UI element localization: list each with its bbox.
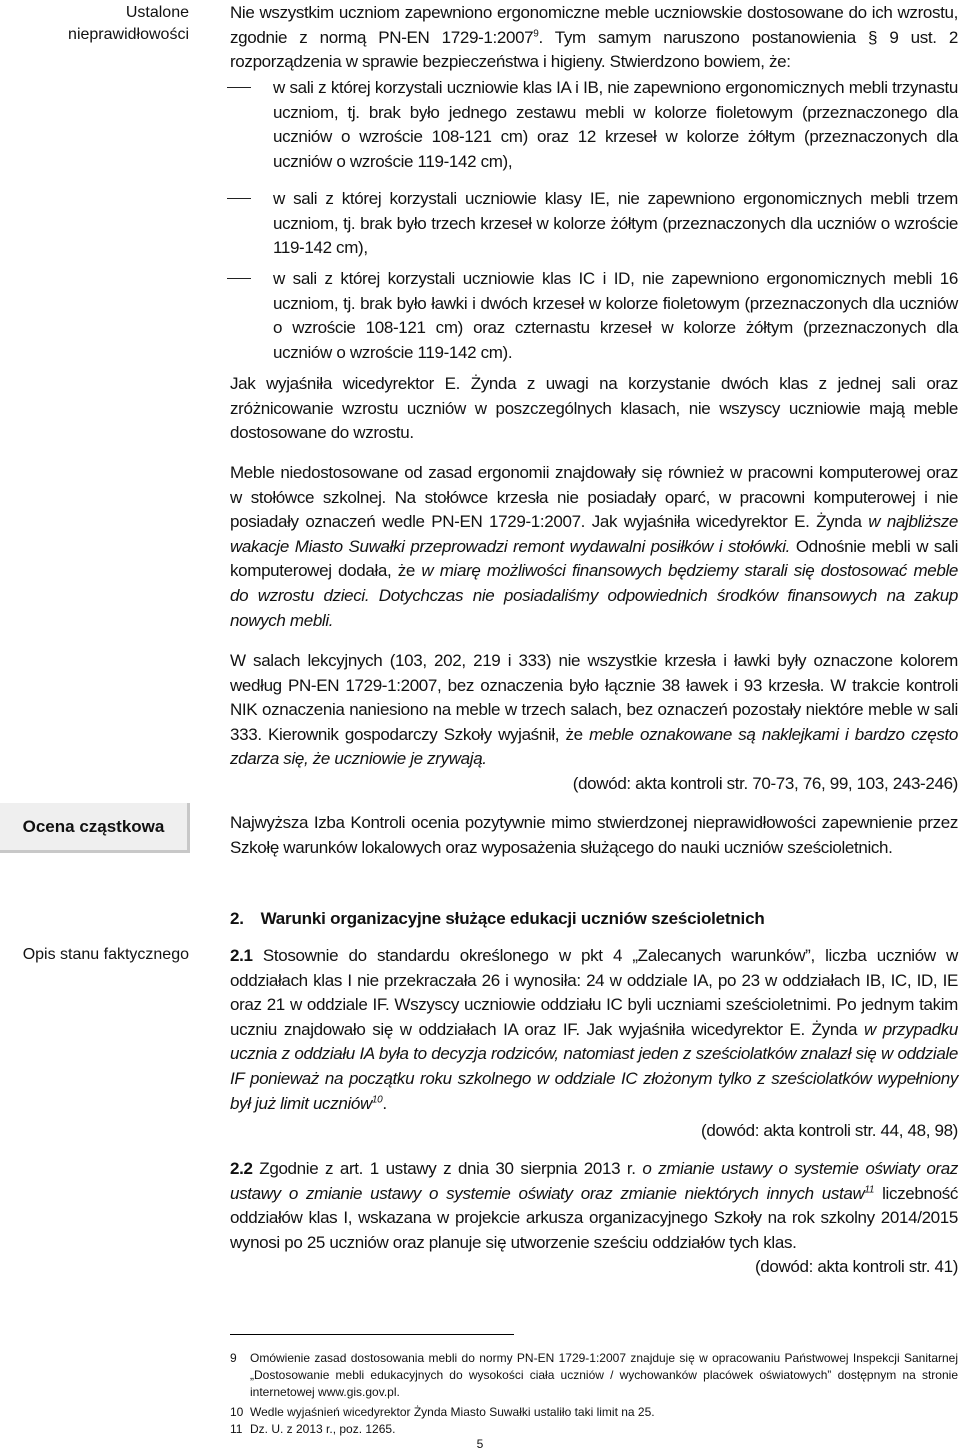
footnote-ref-11: 11 — [864, 1183, 875, 1195]
footnote-number: 11 — [230, 1422, 243, 1436]
footnote-number: 9 — [230, 1351, 237, 1365]
s21-text-a: Stosownie do standardu określonego w pkt 4 „Zalecanych warunków”, liczba uczniów w oddziałach klas I nie przekraczała 26 i wynosiła: 24 w oddziale IA, po 23 w oddziałach IB, IC, ID, IE oraz 21 w oddziale IF. Wszyscy uczniowie oddziału IC byli uczniami sześcioletnimi. Po jednym takim uczniu znajdowało się w oddziałach IA oraz IF. Jak wyjaśniła wicedyrektor E. Żynda — [230, 946, 958, 1039]
s22-act-title: o zmianie ustawy o systemie oświaty oraz ustawy o zmianie ustawy o systemie oświaty oraz zmianie niektórych innych ustaw — [230, 1159, 958, 1203]
p1-text-b: . Tym samym naruszono postanowienia § 9 ust. 2 rozporządzenia w sprawie bezpieczeństwa i higieny. Stwierdzono bowiem, że: — [230, 27, 958, 72]
dash-marker — [227, 198, 251, 199]
footnote-text: Wedle wyjaśnień wicedyrektor Żynda Miasto Suwałki ustaliło taki limit na 25. — [250, 1405, 655, 1419]
ocena-paragraph: Najwyższa Izba Kontroli ocenia pozytywnie mimo stwierdzonej nieprawidłowości zapewnienie przez Szkołę warunków lokalowych oraz wyposażenia służącego do nauki uczniów sześcioletnich. — [230, 813, 958, 857]
margin-label-ustalone: Ustalone nieprawidłowości — [68, 4, 189, 43]
s21-quote: w przypadku ucznia z oddziału IA była to decyzja rodziców, natomiast jeden z sześciolatków znalazł się w oddziale IF ponieważ na początku roku szkolnego w oddziale IC złożonym tylko z sześciolatków wypełniony był już limit uczniów — [230, 1019, 958, 1113]
footnote-ref-10: 10 — [371, 1093, 383, 1105]
s22-text-a: Zgodnie z art. 1 ustawy z dnia 30 sierpnia 2013 r. — [252, 1159, 643, 1178]
footnote-ref-9: 9 — [533, 27, 539, 39]
paragraph-2: Jak wyjaśniła wicedyrektor E. Żynda z uwagi na korzystanie dwóch klas z jednej sali oraz zróżnicowanie wzrostu uczniów w poszczególnych klasach, nie wszyscy uczniowie mają meble dostosowane do wzrostu. — [230, 374, 958, 443]
paragraph-4 — [230, 649, 958, 772]
footnote-text: Dz. U. z 2013 r., poz. 1265. — [250, 1422, 396, 1436]
dash-marker — [227, 87, 251, 88]
margin-label-ocena: Ocena cząstkowa — [0, 803, 190, 853]
margin-label-opis: Opis stanu faktycznego — [22, 946, 189, 963]
p3-quote-1: w najbliższe wakacje Miasto Suwałki przeprowadzi remont wydawalni posiłków i stołówki. — [230, 512, 958, 556]
paragraph-2-2 — [230, 1157, 958, 1255]
list-item-text: w sali z której korzystali uczniowie klas IC i ID, nie zapewniono ergonomicznych mebli 16 uczniom, tj. brak było ławki i dwóch krzeseł w kolorze fioletowym (przeznaczonych dla uczniów o wzroście 108-121 cm) oraz czternastu krzeseł w kolorze żółtym (przeznaczonych dla uczniów o wzroście 119-142 cm). — [273, 269, 958, 362]
p1-text-a: Nie wszystkim uczniom zapewniono ergonomiczne meble uczniowskie dostosowane do ich wzrostu, zgodnie z normą PN-EN 1729-1:2007 — [230, 3, 958, 47]
paragraph-2-1: 2.1 Stosownie do standardu określonego w pkt 4 „Zalecanych warunków”, liczba uczniów w oddziałach klas I nie przekraczała 26 i wynosiła: 24 w oddziale IA, po 23 w oddziałach IB, IC, ID, IE oraz 21 w oddziale IF. Wszyscy uczniowie oddziału IC byli uczniami sześcioletnimi. Po jednym takim uczniu znajdowało się w oddziałach IA oraz IF. Jak wyjaśniła wicedyrektor E. Żynda w przypadku ucznia z oddziału IA była to decyzja rodziców, natomiast jeden z sześciolatków znalazł się w oddziale IF ponieważ na początku roku szkolnego w oddziale IC złożonym tylko z sześciolatków wypełniony był już limit uczniów$^{10}$. — [230, 946, 958, 1113]
paragraph-1 — [230, 1, 958, 75]
footnote-number: 10 — [230, 1405, 244, 1419]
p3-text-a: Meble niedostosowane od zasad ergonomii znajdowały się również w pracowni komputerowej oraz w stołówce szkolnej. Na stołówce krzesła nie posiadały oparć, w pracowni komputerowej i nie posiadały oznaczeń wedle PN-EN 1729-1:2007. Jak wyjaśniła wicedyrektor E. Żynda — [230, 463, 958, 532]
p4-text-a: W salach lekcyjnych (103, 202, 219 i 333) nie wszystkie krzesła i ławki były oznaczone kolorem według PN-EN 1729-1:2007, bez oznaczenia było łącznie 38 ławek i 93 krzesła. W trakcie kontroli NIK oznaczenia naniesiono na meble w trzech salach, bez oznaczeń pozostały niektóre meble w sali 333. Kierownik gospodarczy Szkoły wyjaśnił, że — [230, 651, 958, 744]
list-item-text: w sali z której korzystali uczniowie klasy IE, nie zapewniono ergonomicznych mebli trzem uczniom, tj. brak było trzech krzeseł w kolorze żółtym (przeznaczonych dla uczniów o wzroście 119-142 cm), — [273, 189, 958, 258]
paragraph-3 — [230, 461, 958, 633]
evidence-ref-3: (dowód: akta kontroli str. 41) — [754, 1257, 958, 1276]
section-number-2-2: 2.2 — [230, 1159, 253, 1178]
evidence-ref-2: (dowód: akta kontroli str. 44, 48, 98) — [701, 1121, 958, 1140]
s22-text-c: liczebność oddziałów klas I, wskazana w projekcie arkusza organizacyjnego Szkoły na rok szkolny 2014/2015 wynosi po 25 uczniów oraz planuje się utworzenie sześciu oddziałów tych klas. — [230, 1183, 959, 1252]
section-heading-2: 2. Warunki organizacyjne służące edukacji uczniów sześcioletnich — [230, 909, 765, 928]
footnote-text: Omówienie zasad dostosowania mebli do normy PN-EN 1729-1:2007 znajduje się w opracowaniu Państwowej Inspekcji Sanitarnej „Dostosowanie mebli edukacyjnych do wysokości ciała uczniów / wychowanków placówek oświatowych” dostępnym na stronie internetowej www.gis.gov.pl. — [250, 1351, 958, 1399]
evidence-ref-1: (dowód: akta kontroli str. 70-73, 76, 99, 103, 243-246) — [572, 774, 958, 793]
section-number-2-1: 2.1 — [230, 946, 253, 965]
footnote-separator — [230, 1334, 514, 1335]
page-number: 5 — [476, 1437, 484, 1451]
p3-text-c: Odnośnie mebli w sali komputerowej dodała, że — [230, 536, 958, 581]
p4-quote: meble oznakowane są naklejkami i bardzo często zdarza się, że uczniowie je zrywają. — [230, 724, 959, 769]
list-item-text: w sali z której korzystali uczniowie klas IA i IB, nie zapewniono ergonomicznych mebli trzynastu uczniom, tj. brak było jednego zestawu mebli w kolorze fioletowym (przeznaczonego dla uczniów o wzroście 108-121 cm) oraz 12 krzeseł w kolorze żółtym (przeznaczonych dla uczniów o wzroście 119-142 cm), — [273, 78, 958, 171]
p3-quote-2: w miarę możliwości finansowych będziemy starali się dostosować meble do wzrostu dzieci. Dotychczas nie posiadaliśmy odpowiednich środków finansowych na zakup nowych mebli. — [230, 561, 958, 630]
dash-marker — [227, 278, 251, 279]
